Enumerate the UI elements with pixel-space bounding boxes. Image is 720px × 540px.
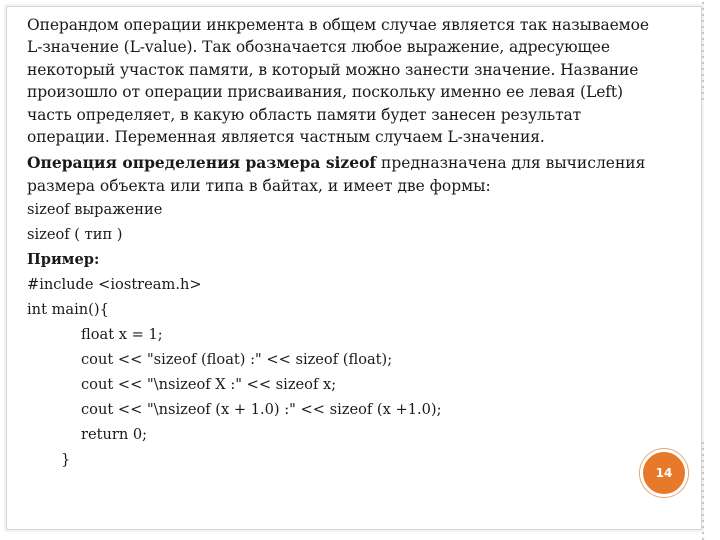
code-line: cout << "\nsizeof X :" << sizeof x; (81, 376, 337, 394)
page-number-badge: 14 (640, 449, 688, 497)
decorative-dots-bottom (700, 440, 706, 540)
example-label (27, 247, 667, 272)
code-main: int main(){ (27, 301, 109, 319)
paragraph-sizeof (27, 152, 667, 197)
sizeof-form-expression: sizeof выражение (27, 201, 163, 219)
sizeof-heading: Операция определения размера sizeof (27, 153, 377, 173)
sizeof-description: предназначена для вычисления размера объекта или типа в байтах, и имеет две формы: (27, 154, 646, 195)
slide-content (27, 14, 667, 472)
code-line: cout << "sizeof (float) :" << sizeof (float); (81, 351, 393, 369)
code-line: return 0; (81, 426, 148, 444)
paragraph-lvalue: Операндом операции инкремента в общем случае является так называемое L-значение (L-value). Так обозначается любое выражение, адресующее некоторый участок памяти, в который можно занести значение. Название произошло от операции присваивания, поскольку именно ее левая (Left) часть определяет, в какую область памяти будет занесен результат операции. Переменная является частным случаем L-значения. (27, 16, 649, 147)
code-line: cout << "\nsizeof (x + 1.0) :" << sizeof (x +1.0); (81, 401, 442, 419)
code-line: float x = 1; (81, 326, 163, 344)
code-close-brace: } (61, 451, 71, 469)
example-label-text: Пример: (27, 251, 100, 269)
code-include: #include <iostream.h> (27, 276, 202, 294)
sizeof-form-type: sizeof ( тип ) (27, 226, 123, 244)
decorative-dots-top (700, 0, 706, 100)
